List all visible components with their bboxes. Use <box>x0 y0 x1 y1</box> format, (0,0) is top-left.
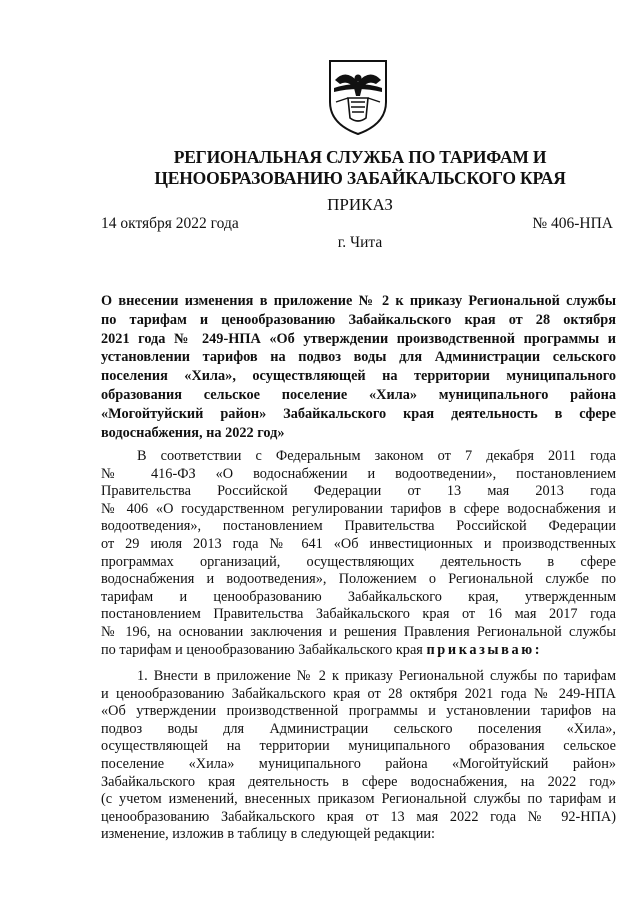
order-title <box>101 292 616 442</box>
title-line: по тарифам и ценообразованию Забайкальского края от 28 октября <box>101 311 616 328</box>
paragraph-line: программах организаций, осуществляющих деятельность в сфере <box>101 553 616 570</box>
paragraph-line-text: по тарифам и ценообразованию Забайкальского края <box>101 641 423 658</box>
title-line: 2021 года № 249-НПА «Об утверждении производственной программы и <box>101 330 616 347</box>
paragraph-line: тарифам и ценообразованию Забайкальского края, утвержденным <box>101 588 616 605</box>
paragraph-line: постановлением Правительства Забайкальского края от 16 мая 2017 года <box>101 606 616 623</box>
organization-name-line-2: ЦЕНООБРАЗОВАНИЮ ЗАБАЙКАЛЬСКОГО КРАЯ <box>154 168 566 188</box>
paragraph-line: № 406 «О государственном регулировании тарифов в сфере водоснабжения и <box>101 500 616 517</box>
paragraph-line: Забайкальского края деятельность в сфере водоснабжения, на 2022 год» <box>101 773 616 790</box>
paragraph-line: ценообразованию Забайкальского края от 13 мая 2022 года № 92-НПА) <box>101 808 616 825</box>
document-date: 14 октября 2022 года <box>101 215 239 232</box>
clause-1-paragraph <box>101 668 616 844</box>
decree-keyword: приказываю: <box>426 641 543 658</box>
coat-of-arms-icon <box>326 58 390 136</box>
paragraph-line: водоснабжения и водоотведения», Положением о Региональной службе по <box>101 571 616 588</box>
paragraph-line: № 196, на основании заключения и решения Правления Региональной службы <box>101 623 616 640</box>
paragraph-line: В соответствии с Федеральным законом от 7 декабря 2011 года <box>137 448 616 464</box>
paragraph-line: «Об утверждении производственной программы и установлении тарифов на <box>101 703 616 720</box>
organization-name-line-1: РЕГИОНАЛЬНАЯ СЛУЖБА ПО ТАРИФАМ И <box>173 147 547 167</box>
title-line: поселения «Хила», осуществляющей на территории муниципального <box>101 368 616 385</box>
title-line: О внесении изменения в приложение № 2 к приказу Региональной службы <box>101 293 616 309</box>
paragraph-line: Правительства Российской Федерации от 13 мая 2013 года <box>101 483 616 500</box>
title-line: образования сельское поселение «Хила» муниципального района <box>101 386 616 403</box>
paragraph-line: и ценообразованию Забайкальского края от 28 октября 2021 года № 249-НПА <box>101 685 616 702</box>
paragraph-line: водоотведения», постановлением Правительства Российской Федерации <box>101 518 616 535</box>
preamble-paragraph <box>101 448 616 659</box>
paragraph-line: (с учетом изменений, внесенных приказом Региональной службы по тарифам и <box>101 791 616 808</box>
paragraph-line: № 416-ФЗ «О водоснабжении и водоотведении», постановлением <box>101 465 616 482</box>
paragraph-line: подвоз воды для Администрации сельского поселения «Хила», <box>101 720 616 737</box>
paragraph-line: изменение, изложив в таблицу в следующей редакции: <box>101 826 435 843</box>
title-line: установлении тарифов на подвоз воды для Администрации сельского <box>101 349 616 366</box>
title-line: «Могойтуйский район» Забайкальского края деятельность в сфере <box>101 405 616 422</box>
document-number: № 406-НПА <box>532 215 613 232</box>
paragraph-line: осуществляющей на территории муниципального образования сельское <box>101 738 616 755</box>
paragraph-line: поселение «Хила» муниципального района «Могойтуйский район» <box>101 755 616 772</box>
paragraph-line: 1. Внести в приложение № 2 к приказу Региональной службы по тарифам <box>137 668 616 684</box>
title-line: водоснабжения, на 2022 год» <box>101 424 285 441</box>
document-city: г. Чита <box>337 234 383 251</box>
paragraph-line <box>101 642 616 660</box>
paragraph-line: от 29 июля 2013 года № 641 «Об инвестиционных и производственных <box>101 535 616 552</box>
document-type: ПРИКАЗ <box>327 195 393 214</box>
